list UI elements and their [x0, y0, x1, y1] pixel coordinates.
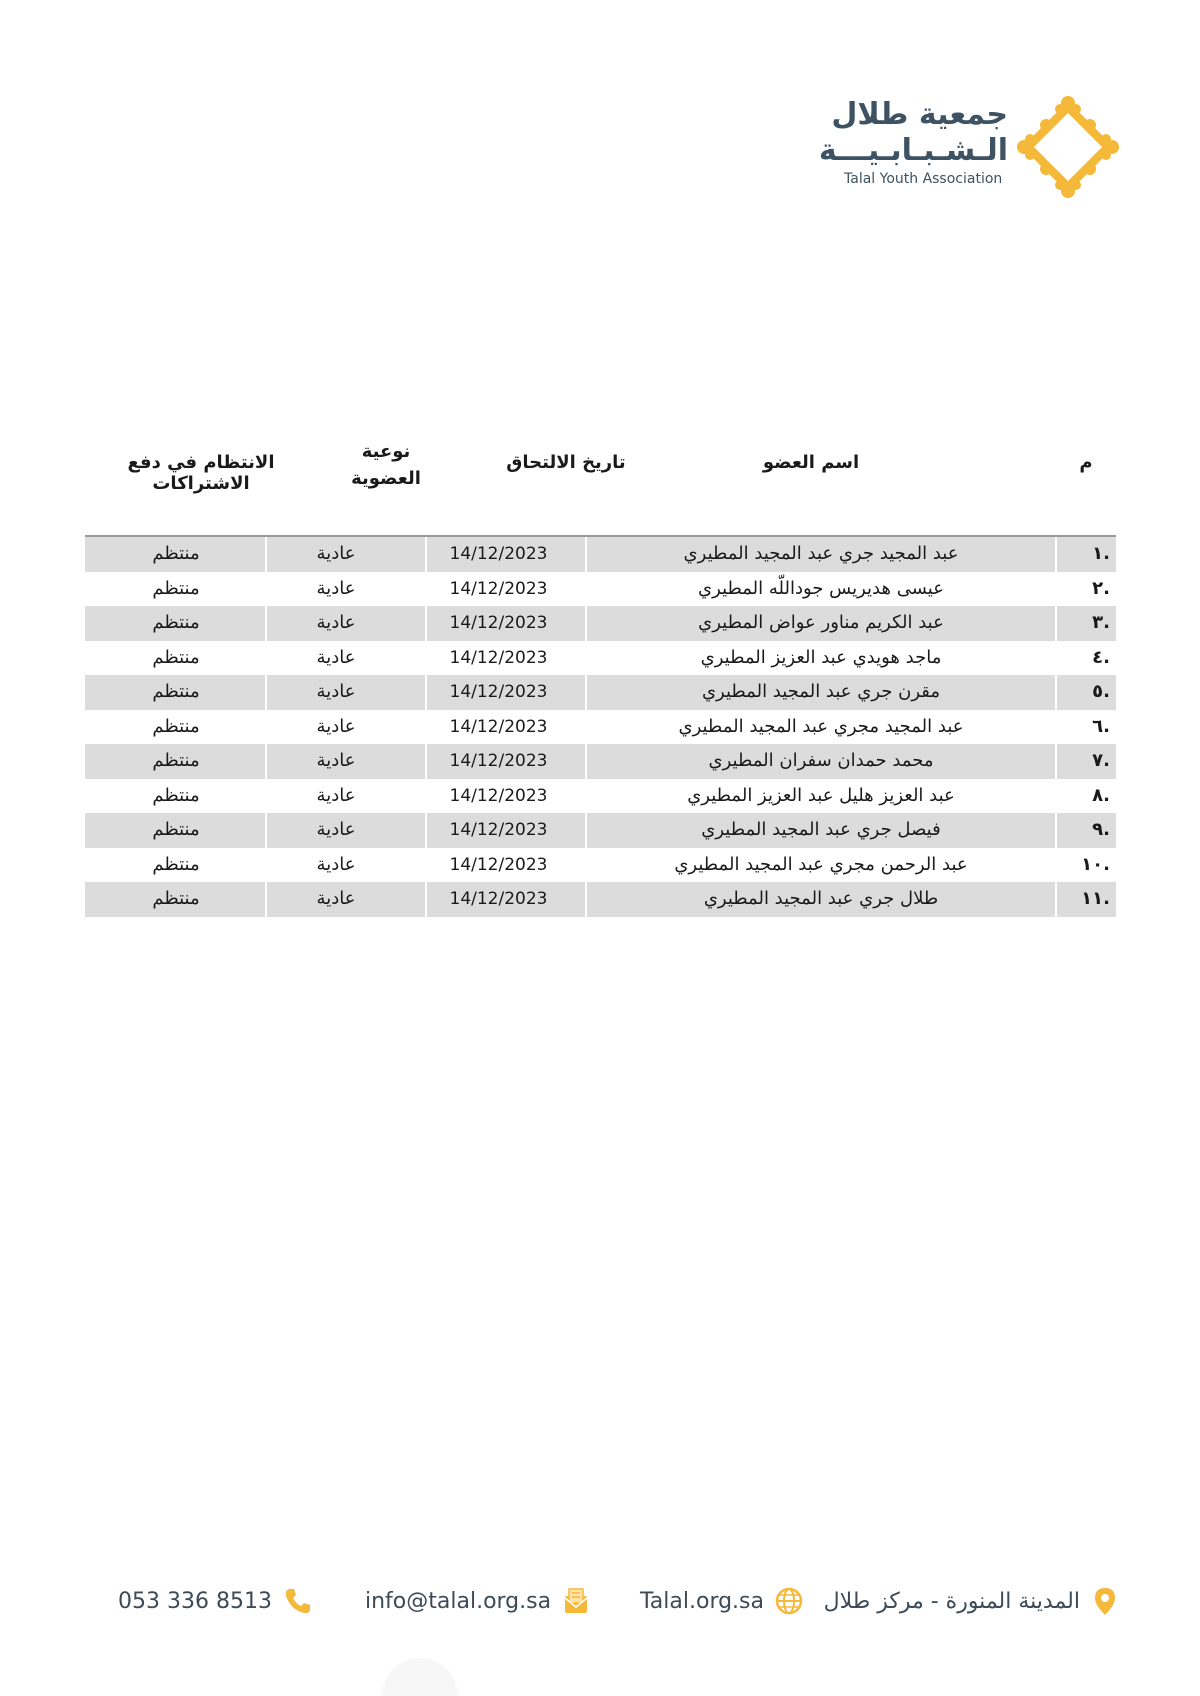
column-header-payment-regularity: الانتظام في دفع الاشتراكات: [127, 452, 275, 494]
membership-type: عادية: [316, 784, 356, 806]
row-number: .١: [1092, 543, 1110, 564]
cell-separator: [265, 537, 267, 572]
membership-type: عادية: [316, 750, 356, 771]
membership-type: عادية: [316, 888, 356, 909]
row-number: .٦: [1092, 715, 1110, 737]
footer-website[interactable]: [640, 1578, 804, 1624]
cell-separator: [425, 813, 427, 848]
cell-separator: [585, 813, 587, 848]
column-header-membership-type: [331, 438, 441, 492]
members-table: [85, 430, 1116, 917]
location-text: المدينة المنورة - مركز طلال: [823, 1588, 1080, 1614]
phone-number: 053 336 8513: [118, 1588, 272, 1614]
row-number: .٣: [1092, 612, 1110, 633]
cell-separator: [1055, 675, 1057, 710]
payment-status: منتظم: [152, 646, 200, 668]
logo-english-name: Talal Youth Association: [844, 171, 1003, 187]
member-name: عبد العزيز هليل عبد العزيز المطيري: [687, 784, 955, 806]
website-url: Talal.org.sa: [640, 1588, 764, 1614]
table-row: [85, 744, 1116, 779]
row-number: .١١: [1081, 888, 1110, 909]
join-date: 14/12/2023: [449, 751, 548, 771]
member-name: عيسى هديريس جوداللّه المطيري: [698, 577, 944, 599]
payment-status: منتظم: [152, 715, 200, 737]
join-date: 14/12/2023: [449, 544, 548, 564]
cell-separator: [585, 675, 587, 710]
cell-separator: [585, 744, 587, 779]
row-number: .٨: [1092, 784, 1110, 806]
table-row: [85, 675, 1116, 710]
payment-status: منتظم: [152, 750, 200, 771]
watermark-emblem-icon: [365, 1656, 475, 1696]
cell-separator: [1055, 537, 1057, 572]
row-number: .٤: [1092, 646, 1110, 668]
logo-arabic-subtitle: الـشـبـابـيـــة: [818, 133, 1008, 168]
cell-separator: [265, 744, 267, 779]
member-name: طلال جري عبد المجيد المطيري: [703, 888, 939, 909]
cell-separator: [425, 882, 427, 917]
payment-status: منتظم: [152, 612, 200, 633]
row-number: .٢: [1092, 577, 1110, 599]
cell-separator: [585, 537, 587, 572]
email-address: info@talal.org.sa: [365, 1588, 552, 1614]
cell-separator: [1055, 882, 1057, 917]
member-name: عبد الرحمن مجري عبد المجيد المطيري: [674, 853, 968, 875]
payment-status: منتظم: [152, 819, 200, 840]
membership-type: عادية: [316, 853, 356, 875]
row-number: .١٠: [1081, 853, 1110, 875]
table-row: [85, 882, 1116, 917]
cell-separator: [425, 606, 427, 641]
association-logo: [820, 95, 1120, 205]
row-number: .٩: [1092, 819, 1110, 840]
cell-separator: [265, 813, 267, 848]
join-date: 14/12/2023: [449, 647, 548, 668]
payment-status: منتظم: [152, 681, 200, 702]
table-row: [85, 710, 1116, 745]
cell-separator: [1055, 744, 1057, 779]
table-row: [85, 537, 1116, 572]
footer-location: [824, 1578, 1120, 1624]
logo-arabic-name: جمعية طلال: [831, 97, 1008, 132]
member-name: عبد الكريم مناور عواض المطيري: [698, 612, 944, 633]
column-header-membership-type-line1: نوعية: [361, 441, 411, 462]
cell-separator: [265, 675, 267, 710]
join-date: 14/12/2023: [449, 785, 548, 806]
table-header: [85, 430, 1116, 537]
cell-separator: [425, 675, 427, 710]
phone-icon: [282, 1586, 312, 1616]
member-name: عبد المجيد مجري عبد المجيد المطيري: [678, 715, 964, 737]
location-pin-icon: [1090, 1586, 1120, 1616]
table-row: [85, 813, 1116, 848]
table-row: [85, 779, 1116, 814]
membership-type: عادية: [316, 681, 356, 702]
member-name: ماجد هويدي عبد العزيز المطيري: [700, 646, 942, 668]
cell-separator: [1055, 606, 1057, 641]
table-row: [85, 848, 1116, 883]
join-date: 14/12/2023: [449, 682, 548, 702]
member-name: محمد حمدان سفران المطيري: [708, 750, 934, 771]
column-header-member-name: اسم العضو: [762, 452, 860, 473]
contact-footer: [110, 1578, 1120, 1624]
membership-type: عادية: [316, 612, 356, 633]
footer-email[interactable]: [365, 1578, 591, 1624]
cell-separator: [425, 744, 427, 779]
globe-icon: [774, 1586, 804, 1616]
table-row: [85, 606, 1116, 641]
member-name: فيصل جري عبد المجيد المطيري: [701, 819, 941, 840]
cell-separator: [585, 606, 587, 641]
cell-separator: [265, 606, 267, 641]
cell-separator: [265, 882, 267, 917]
payment-status: منتظم: [152, 784, 200, 806]
payment-status: منتظم: [152, 577, 200, 599]
cell-separator: [425, 537, 427, 572]
member-name: مقرن جري عبد المجيد المطيري: [701, 681, 941, 702]
join-date: 14/12/2023: [449, 716, 548, 737]
join-date: 14/12/2023: [449, 613, 548, 633]
membership-type: عادية: [316, 819, 356, 840]
column-header-number: م: [1079, 452, 1093, 473]
join-date: 14/12/2023: [449, 889, 548, 909]
payment-status: منتظم: [152, 543, 200, 564]
table-row: [85, 572, 1116, 607]
row-number: .٧: [1092, 750, 1110, 771]
membership-type: عادية: [316, 715, 356, 737]
join-date: 14/12/2023: [449, 578, 548, 599]
membership-type: عادية: [316, 577, 356, 599]
payment-status: منتظم: [152, 853, 200, 875]
column-header-membership-type-line2: العضوية: [351, 468, 421, 489]
membership-type: عادية: [316, 543, 356, 564]
cell-separator: [1055, 813, 1057, 848]
footer-phone[interactable]: [118, 1578, 312, 1624]
email-icon: [561, 1586, 591, 1616]
row-number: .٥: [1092, 681, 1110, 702]
membership-type: عادية: [316, 646, 356, 668]
table-row: [85, 641, 1116, 676]
table-body: [85, 537, 1116, 917]
join-date: 14/12/2023: [449, 820, 548, 840]
join-date: 14/12/2023: [449, 854, 548, 875]
member-name: عبد المجيد جري عبد المجيد المطيري: [683, 543, 959, 564]
cell-separator: [585, 882, 587, 917]
payment-status: منتظم: [152, 888, 200, 909]
column-header-join-date: تاريخ الالتحاق: [506, 452, 626, 473]
logo-emblem-icon: [1016, 95, 1120, 199]
